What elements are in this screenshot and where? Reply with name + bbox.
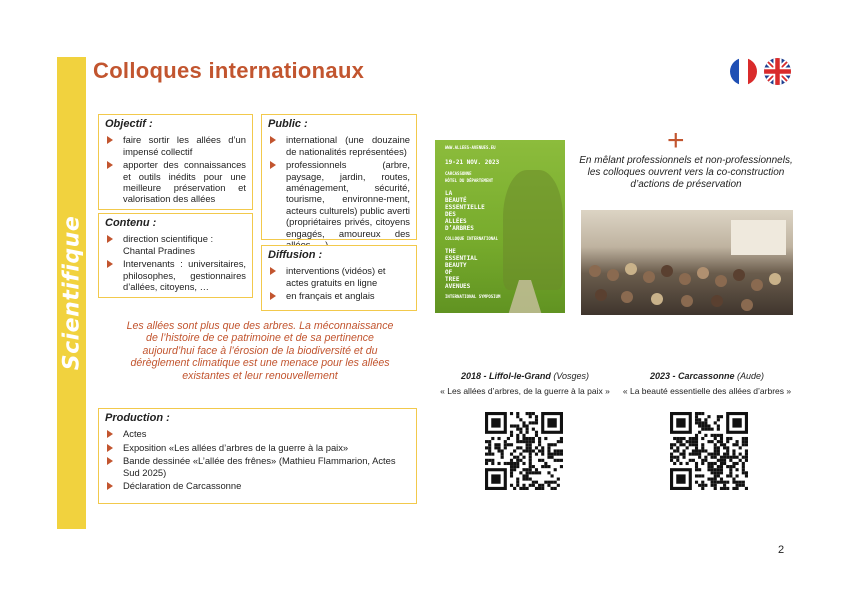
qr-code-2018[interactable]	[485, 412, 563, 490]
qr-code-2023[interactable]	[670, 412, 748, 490]
objectif-box	[98, 114, 253, 210]
colloque-2018-title: « Les allées d’arbres, de la guerre à la paix »	[440, 386, 610, 396]
public-box	[261, 114, 417, 240]
poster-tree-silhouette	[503, 170, 563, 290]
photo-audience	[581, 255, 793, 315]
colloque-poster	[435, 140, 565, 325]
contenu-heading: Contenu :	[105, 217, 157, 229]
uk-flag-icon[interactable]	[764, 58, 791, 85]
diffusion-heading: Diffusion :	[268, 249, 323, 261]
diffusion-item: interventions (vidéos) et actes gratuits en ligne	[268, 265, 410, 288]
colloque-2018-heading: 2018 - Liffol-le-Grand (Vosges)	[460, 371, 590, 381]
production-heading: Production :	[105, 412, 170, 424]
objectif-item: apporter des connaissances et outils inédits pour une meilleure préservation et valorisation des allées	[105, 159, 246, 205]
production-item: Exposition «Les allées d’arbres de la guerre à la paix»	[105, 442, 410, 453]
page-number: 2	[778, 544, 785, 556]
plus-icon: +	[667, 124, 685, 157]
quote-text: Les allées sont plus que des arbres. La méconnaissance de l’histoire de ce patrimoine et de sa pertinence aujourd’hui face à l’érosion de la biodiversité et du dérèglement climatique est une menace pour les allées existantes et leur renouvellement	[126, 320, 394, 382]
poster-text: WWW.ALLEES-AVENUES.EU 19-21 NOV. 2023 CARCASSONNE HÔTEL DU DÉPARTEMENT LA BEAUTÉ ESSENTIELLE DES ALLÉES D’ARBRES COLLOQUE INTERNATIONAL THE ESSENTIAL BEAUTY OF TREE AVENUES INTERNATIONAL SYMPOSIUM	[445, 145, 501, 299]
public-item: international (une douzaine de nationalités représentées)	[268, 134, 410, 157]
poster-logos-strip	[435, 313, 565, 325]
diffusion-item: en français et anglais	[268, 290, 410, 301]
production-box	[98, 408, 417, 504]
conference-photo	[581, 210, 793, 315]
production-item: Déclaration de Carcassonne	[105, 480, 410, 491]
public-heading: Public :	[268, 118, 308, 130]
diffusion-box	[261, 245, 417, 311]
colloque-2023-heading: 2023 - Carcassonne (Aude)	[649, 371, 765, 381]
side-label: Scientifique	[59, 215, 84, 371]
french-flag-icon[interactable]	[730, 58, 757, 85]
public-item: professionnels (arbre, paysage, jardin, routes, aménagement, sécurité, tourisme, environne-ment, acteurs culturels) public averti (propriétaires privés, citoyens engagés, amoureux des	[268, 159, 410, 250]
objectif-heading: Objectif :	[105, 118, 153, 130]
photo-screen	[731, 220, 786, 255]
colloque-2023-title: « La beauté essentielle des allées d’arbres »	[622, 386, 792, 396]
colloques-note: En mêlant professionnels et non-professionnels, les colloques ouvrent vers la co-construction d’actions de préservation	[579, 155, 793, 190]
page-title: Colloques internationaux	[93, 58, 365, 83]
contenu-item: direction scientifique : Chantal Pradines	[105, 233, 246, 256]
objectif-item: faire sortir les allées d’un impensé collectif	[105, 134, 246, 157]
contenu-item: Intervenants : universitaires, philosophes, gestionnaires d’allées, citoyens, …	[105, 258, 246, 292]
contenu-box	[98, 213, 253, 298]
production-item: Bande dessinée «L’allée des frênes» (Mathieu Flammarion, Actes Sud 2025)	[105, 455, 410, 478]
production-item: Actes	[105, 428, 410, 439]
